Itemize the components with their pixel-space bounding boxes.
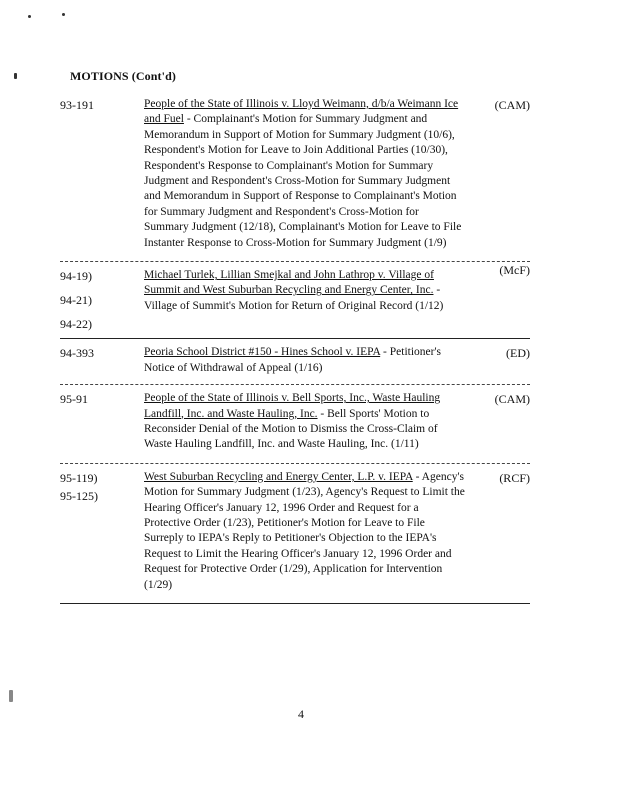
scan-speck [62,13,65,16]
case-number: 95-119) [60,470,98,485]
entry-description: - Bell Sports' Motion to Reconsider Denial of the Motion to Dismiss the Cross-Claim of Waste Hauling Landfill, Inc. and Waste Hauling, Inc. (1/11) [144,407,438,451]
motion-entry [60,339,530,385]
entry-body [144,268,466,314]
officer-code: (McF) [499,263,530,278]
entry-body [144,391,466,453]
case-numbers [60,268,130,332]
case-number: 94-393 [60,346,94,361]
case-caption: People of the State of Illinois v. Bell Sports, Inc., Waste Hauling Landfill, Inc. and Waste Hauling, Inc. [144,392,441,420]
scan-speck [14,73,17,79]
entry-body [144,470,466,593]
officer-code: (CAM) [494,98,530,112]
entry-description: - Village of Summit's Motion for Return of Original Record (1/12) [144,284,444,312]
motion-entry [60,262,530,339]
case-number: 95-125) [60,488,98,503]
case-number: 94-19) [60,269,92,284]
case-number: 94-22) [60,317,92,332]
officer-code: (CAM) [494,392,530,407]
entry-divider [60,603,530,604]
officer-code: (ED) [506,346,530,361]
motion-entry [60,385,530,464]
case-numbers [60,391,130,407]
case-caption: West Suburban Recycling and Energy Center, L.P. v. IEPA [144,470,413,483]
scan-speck [9,690,13,702]
scan-speck [28,15,31,18]
officer-code: (RCF) [499,470,530,485]
case-numbers [60,470,130,504]
case-numbers [60,345,130,361]
motions-list [60,97,530,604]
entry-description: - Agency's Motion for Summary Judgment (1/23), Agency's Request to Limit the Hearing Officer's January 12, 1996 Order and Request for a Protective Order (1/23), Petitioner's Motion for Leave to File Surreply to IEPA's Reply to Petitioner's Objection to the IEPA's Request to Limit the Hearing Officer's January 12, 1996 Order and Request for Protective Order (1/29), Application for Intervention (1/29) [144,470,465,591]
motion-entry [60,464,530,604]
case-number: 94-21) [60,293,92,308]
case-caption: Peoria School District #150 - Hines School v. IEPA [144,346,381,359]
case-numbers [60,97,130,113]
section-heading: MOTIONS (Cont'd) [70,69,176,83]
page-number: 4 [298,707,304,721]
entry-body [144,345,466,376]
case-number: 93-191 [60,98,94,112]
entry-body [144,97,466,251]
case-caption: Michael Turlek, Lillian Smejkal and John Lathrop v. Village of Summit and West Suburban Recycling and Energy Center, Inc. [144,269,434,297]
case-caption: People of the State of Illinois v. Lloyd Weimann, d/b/a Weimann Ice and Fuel [144,98,459,126]
entry-description: - Complainant's Motion for Summary Judgment and Memorandum in Support of Motion for Summary Judgment (10/6), Respondent's Motion for Leave to Join Additional Parties (10/30), Respondent's Response to Complainant's Motion for Summary Judgment and Respondent's Cross-Motion for Summary Judgment and Memorandum in Support of Response to Complainant's Motion for Summary Judgment and Respondent's Cross-Motion for Summary Judgment (12/18), Complainant's Motion for Leave to File Instanter Response to Cross-Motion for Summary Judgment (1/9) [144,113,462,249]
entry-description: - Petitioner's Notice of Withdrawal of Appeal (1/16) [144,346,442,374]
case-number: 95-91 [60,392,88,407]
motion-entry [60,97,530,262]
